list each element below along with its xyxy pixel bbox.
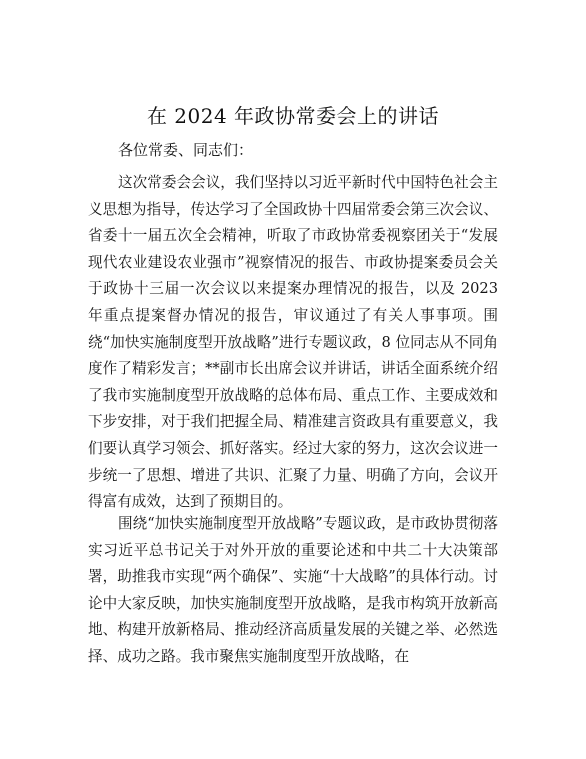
paragraph-2: 围绕“加快实施制度型开放战略”专题议政，是市政协贯彻落实习近平总书记关于对外开放的重要论述和中共二十大决策部署，助推我市实现“两个确保”、实施“十大战略”的具体行动。讨论中大家反映，加快实施制度型开放战略，是我市构筑开放新高地、构建开放新格局、推动经济高质量发展的关键之举、必然选择、成功之路。我市聚焦实施制度型开放战略，在 — [88, 515, 498, 665]
document-title: 在 2024 年政协常委会上的讲话 — [146, 104, 440, 128]
paragraph-1: 这次常委会会议，我们坚持以习近平新时代中国特色社会主义思想为指导，传达学习了全国政协十四届常委会第三次会议、省委十一届五次全会精神，听取了市政协常委视察团关于“发展现代农业建设农业强市”视察情况的报告、市政协提案委员会关于政协十三届一次会议以来提案办理情况的报告，以及 2023 年重点提案督办情况的报告，审议通过了有关人事事项。围绕“加快实施制度型开放战略”进行专题议政，8 位同志从不同角度作了精彩发言；**副市长出席会议并讲话，讲话全面系统介绍了我市实施制度型开放战略的总体布局、重点工作、主要成效和下步安排，对于我们把握全局、精准建言资政具有重要意义，我们要认真学习领会、抓好落实。经过大家的努力，这次会议进一步统一了思想、增进了共识、汇聚了力量、明确了方向，会议开得富有成效，达到了预期目的。 — [88, 174, 498, 511]
salutation: 各位常委、同志们： — [118, 141, 254, 159]
